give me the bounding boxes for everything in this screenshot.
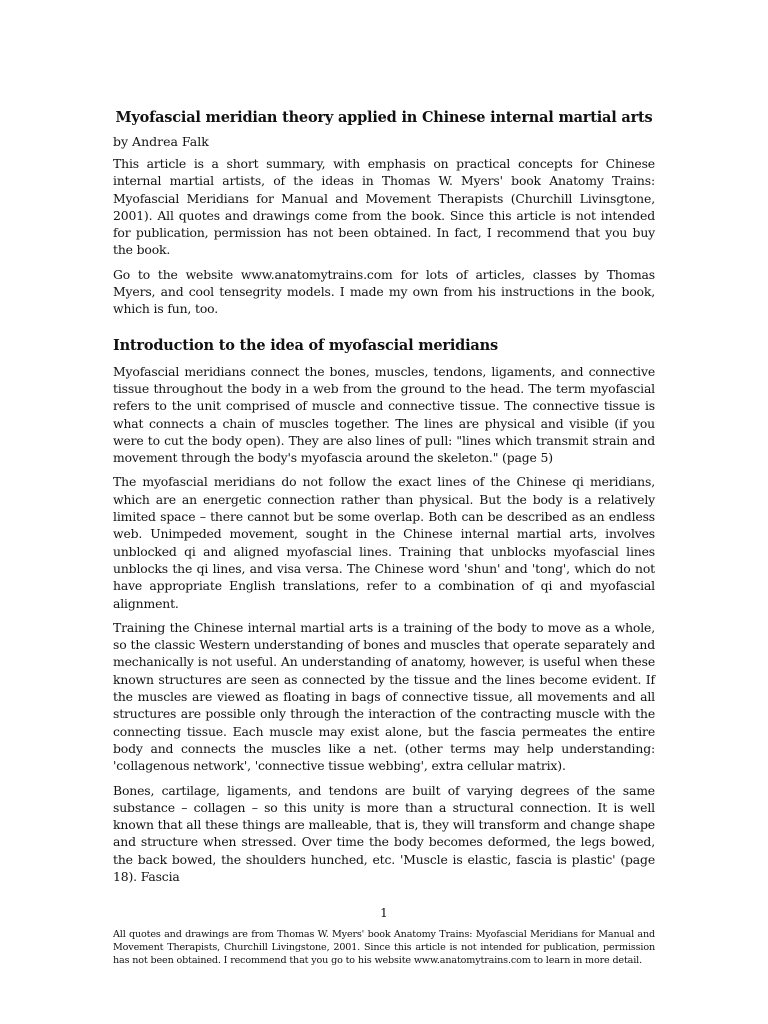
body-paragraph: Myofascial meridians connect the bones, muscles, tendons, ligaments, and connective tissue throughout the body in a web from the ground to the head. The term myofascial refers to the unit comprised of muscle and connective tissue. The connective tissue is what connects a chain of muscles together. The lines are physical and visible (if you were to cut the body open). They are also lines of pull: "lines which transmit strain and movement through the body's myofascia around the skeleton." (page 5) [113, 363, 655, 466]
body-paragraph: Training the Chinese internal martial arts is a training of the body to move as a whole, so the classic Western understanding of bones and muscles that operate separately and mechanically is not useful. An understanding of anatomy, however, is useful when these known structures are seen as connected by the tissue and the lines become evident. If the muscles are viewed as floating in bags of connective tissue, all movements and all structures are possible only through the interaction of the contracting muscle with the connecting tissue. Each muscle may exist alone, but the fascia permeates the entire body and connects the muscles like a net. (other terms may help understanding: 'collagenous network', 'connective tissue webbing', extra cellular matrix). [113, 619, 655, 774]
document-page [113, 108, 655, 892]
author-byline: by Andrea Falk [113, 134, 209, 149]
intro-paragraph: Go to the website www.anatomytrains.com for lots of articles, classes by Thomas Myers, and cool tensegrity models. I made my own from his instructions in the book, which is fun, too. [113, 266, 655, 317]
body-paragraph: Bones, cartilage, ligaments, and tendons are built of varying degrees of the same substance – collagen – so this unity is more than a structural connection. It is well known that all these things are malleable, that is, they will transform and change shape and structure when stressed. Over time the body becomes deformed, the legs bowed, the back bowed, the shoulders hunched, etc. 'Muscle is elastic, fascia is plastic' (page 18). Fascia [113, 782, 655, 884]
body-paragraph: The myofascial meridians do not follow the exact lines of the Chinese qi meridians, which are an energetic connection rather than physical. But the body is a relatively limited space – there cannot but be some overlap. Both can be described as an endless web. Unimpeded movement, sought in the Chinese internal martial arts, involves unblocked qi and aligned myofascial lines. Training that unblocks myofascial lines unblocks the qi lines, and visa versa. The Chinese word 'shun' and 'tong', which do not have appropriate English translations, refer to a combination of qi and myofascial alignment. [113, 474, 655, 611]
page-number: 1 [380, 906, 388, 920]
document-title: Myofascial meridian theory applied in Chinese internal martial arts [115, 109, 653, 126]
footnote: All quotes and drawings are from Thomas W. Myers' book Anatomy Trains: Myofascial Meridians for Manual and Movement Therapists, Churchill Livingstone, 2001. Since this article is not intended for publication, permission has not been obtained. I recommend that you go to his website www.anatomytrains.com to learn in more detail. [113, 929, 655, 966]
intro-paragraph: This article is a short summary, with emphasis on practical concepts for Chinese internal martial artists, of the ideas in Thomas W. Myers' book Anatomy Trains: Myofascial Meridians for Manual and Movement Therapists (Churchill Livinsgtone, 2001). All quotes and drawings come from the book. Since this article is not intended for publication, permission has not been obtained. In fact, I recommend that you buy the book. [113, 156, 655, 258]
section-heading: Introduction to the idea of myofascial meridians [113, 336, 498, 354]
